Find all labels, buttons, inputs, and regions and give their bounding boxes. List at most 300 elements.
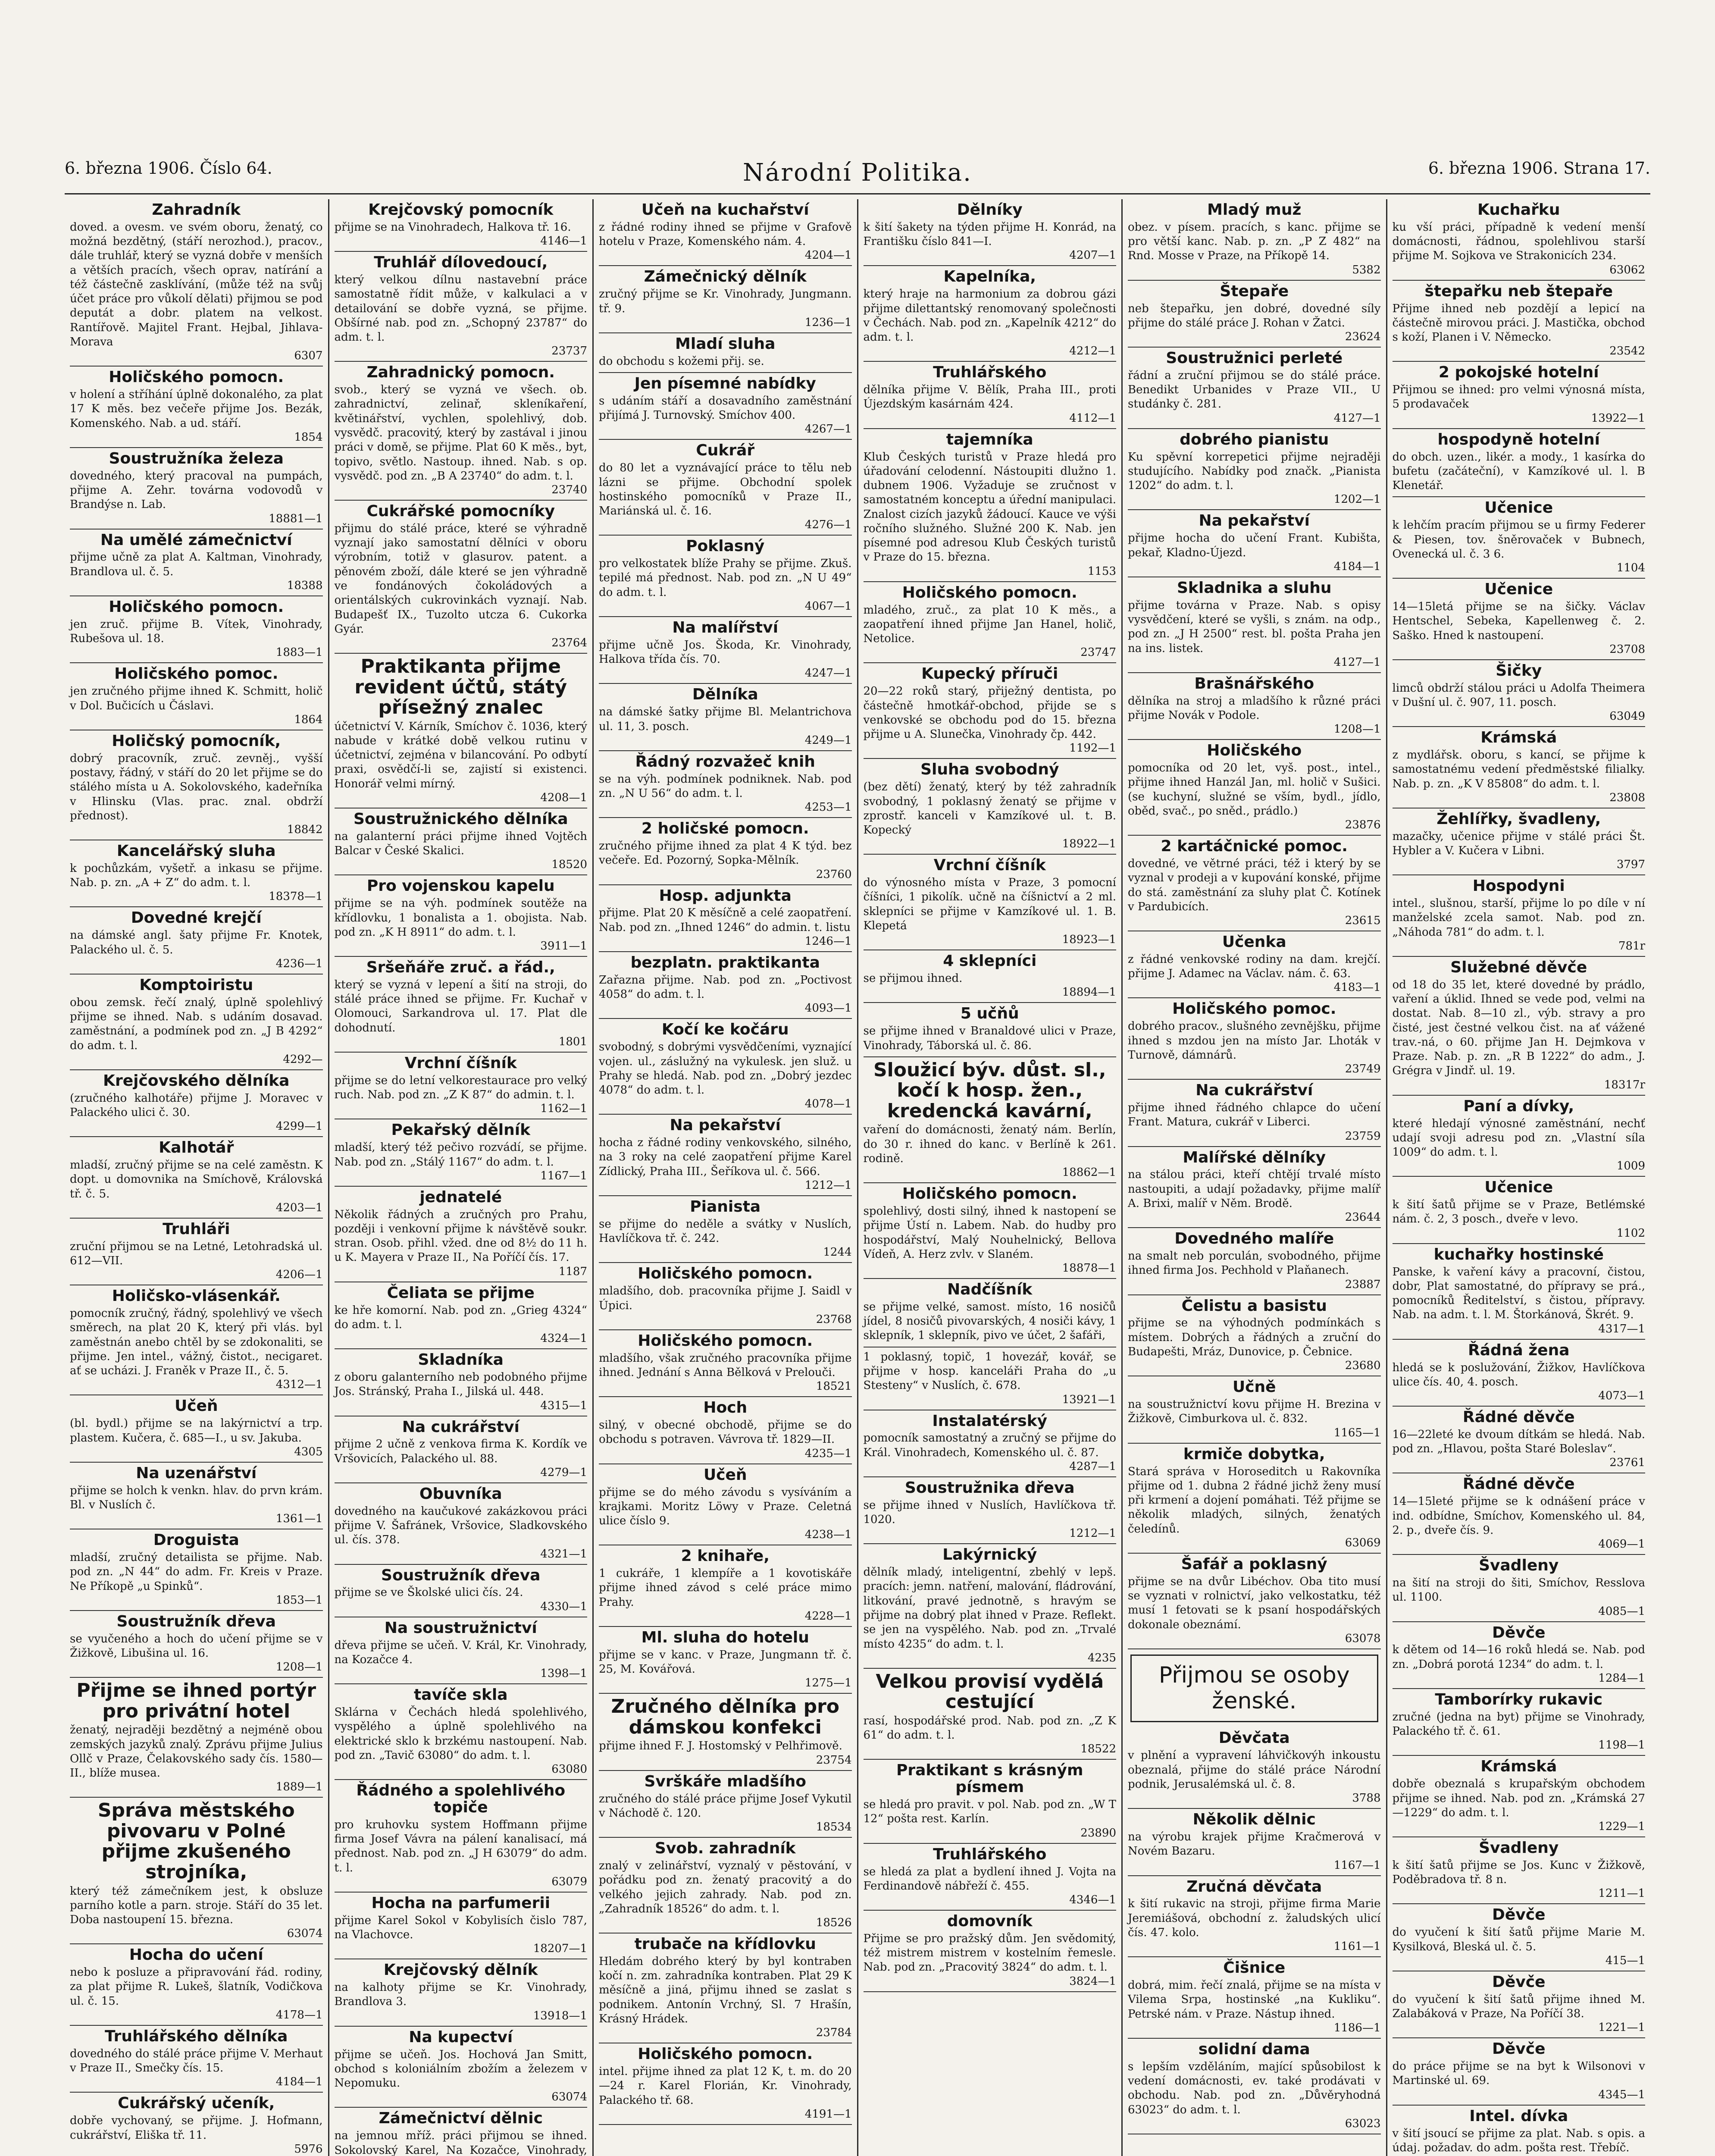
ad-title: Děvčata	[1218, 1729, 1290, 1747]
ad-reference-number: 1244	[823, 1246, 852, 1259]
ad-title: Praktikant s krásným písmem	[896, 1761, 1083, 1796]
classified-ad	[1393, 1622, 1646, 1689]
ad-text: se přijme do neděle a svátky v Nuslích, Havlíčkova tř. č. 242.	[599, 1217, 852, 1245]
ad-text: vaření do domácnosti, ženatý nám. Berlín, do 30 r. ihned do kanc. v Berlíně k 261. rodině.	[863, 1123, 1116, 1165]
ad-reference-number: 1162—1	[540, 1102, 587, 1116]
ad-text: přijme se učeň. Jos. Hochová Jan Smitt, obchod s koloniálním zbožím a železem v Nepomuku.	[334, 2048, 587, 2090]
classified-ad	[1128, 510, 1381, 577]
ad-title: Dovedné krejčí	[131, 909, 262, 927]
ad-title: kuchařky hostinské	[1433, 1245, 1604, 1263]
ad-text: pomocník samostatný a zručný se přijme do Král. Vinohradech, Komenského ul. č. 87.	[863, 1432, 1116, 1459]
classified-ad	[1128, 429, 1381, 511]
page-date: 6. března 1906. Strana 17.	[1428, 159, 1650, 178]
ad-text: k dětem od 14—16 roků hledá se. Nab. pod zn. „Dobrá porotá 1234“ do adm. t. l.	[1392, 1643, 1645, 1671]
ad-reference-number: 1208—1	[1333, 723, 1381, 736]
classified-ad	[335, 1416, 588, 1483]
ad-text: se přijme velké, samost. místo, 16 nosičů jídel, 8 nosičů pivovarských, 4 nosiči kávy, 1 sklepník, 1 sklepník, pivo ve účet, 2 šafáři,	[863, 1300, 1116, 1342]
classified-ad	[1393, 579, 1646, 660]
ad-title: Děvče	[1492, 1623, 1546, 1642]
ad-reference-number: 1275—1	[804, 1677, 852, 1690]
classified-ad	[1128, 1876, 1381, 1958]
classified-ad	[864, 1279, 1117, 1348]
ad-title: Soustružník dřeva	[116, 1612, 276, 1630]
ad-title: Krejčovského dělníka	[103, 1072, 290, 1090]
ad-text: mladšího, však zručného pracovníka přijme ihned. Jednání s Anna Bělková v Prelouči.	[599, 1351, 852, 1379]
ad-text: jen zručného přijme ihned K. Schmitt, holič v Dol. Bučicích u Čáslavi.	[70, 685, 323, 712]
classified-ad	[599, 199, 852, 266]
ad-reference-number: 4235	[1087, 1651, 1116, 1664]
ad-reference-number: 4112—1	[1069, 411, 1116, 425]
classified-ad	[1393, 1904, 1646, 1971]
classified-ad	[599, 1694, 852, 1771]
ad-text: z mydlářsk. oboru, s kancí, se přijme k samostatnému vedení předměstské filialky. Nab. p. zn. „K V 85808“ do adm. t. l.	[1392, 749, 1645, 790]
ad-text: v holení a stříhání úplně dokonalého, za plat 17 K měs. bez večeře přijme Jos. Bezák, Komenského. Nab. a ud. stáří.	[70, 388, 323, 430]
classified-ad	[335, 1893, 588, 1959]
ad-title: Mladý muž	[1207, 201, 1302, 219]
ad-reference-number: 1186—1	[1333, 2021, 1381, 2034]
classified-ad	[599, 1464, 852, 1546]
ad-text: ke hře komorní. Nab. pod zn. „Grieg 4324“ do adm. t. l.	[334, 1304, 587, 1331]
ad-title: 4 sklepníci	[943, 952, 1037, 970]
classified-ad	[1393, 875, 1646, 957]
ad-reference-number: 4078—1	[804, 1097, 852, 1111]
ad-text: 1 cukráře, 1 klempíře a 1 kovotiskáře přijme ihned závod s celé práce mimo Prahy.	[599, 1567, 852, 1609]
ad-title: Švadleny	[1479, 1839, 1559, 1857]
classified-ad	[1393, 497, 1646, 579]
ad-reference-number: 4085—1	[1598, 1604, 1645, 1618]
ad-title: Zručného dělníka pro dámskou konfekci	[611, 1695, 840, 1738]
classified-ad	[70, 2093, 323, 2156]
ad-reference-number: 4191—1	[804, 2107, 852, 2121]
ad-text: přijmu do stálé práce, které se výhradně vyznají jako samostatní dělníci v oboru výrobním, totiž v glasurov. patent. a pěnovém zboží, dále které se jen výhradně ve fondánových čokoládových a orientálských cukrovinkách vyznají. Nab. Budapešť IX., Tuzolto utcza 6. Cukorka Gyár.	[334, 522, 587, 636]
classified-ad	[599, 1330, 852, 1397]
classified-ad	[1393, 727, 1646, 808]
ad-reference-number: 4183—1	[1333, 981, 1381, 994]
classified-ad	[1128, 1554, 1381, 1649]
classified-ad	[1128, 740, 1381, 836]
ad-reference-number: 18862—1	[1062, 1166, 1116, 1179]
ad-title: 5 učňů	[960, 1005, 1019, 1023]
ad-text: do výnosného místa v Praze, 3 pomocní číšníci, 1 pikolík. učně na číšnictví a 2 ml. sklepníci se přijme v Kamzíkové ul. 1. B. Klepetá	[863, 876, 1116, 932]
ad-text: silný, v obecné obchodě, přijme se do obchodu s potraven. Vávrova tř. 1829—II.	[599, 1419, 852, 1446]
ad-reference-number: 4345—1	[1598, 2088, 1645, 2101]
ad-reference-number: 23784	[816, 2026, 852, 2040]
ad-text: se přijme ihned v Branaldové ulici v Praze, Vinohrady, Táborská ul. č. 86.	[863, 1025, 1116, 1052]
classified-ad	[864, 1003, 1117, 1057]
ad-title: Hospodyni	[1472, 877, 1565, 895]
page-header	[65, 159, 1650, 193]
classified-ad	[1393, 1407, 1646, 1473]
ad-text: přijme se ve Školské ulici čís. 24.	[334, 1586, 523, 1599]
classified-ad	[335, 501, 588, 654]
ad-title: Zahradnický pomocn.	[366, 364, 555, 382]
ad-reference-number: 63069	[1345, 1536, 1381, 1549]
classified-ad	[599, 2043, 852, 2125]
ad-reference-number: 18522	[1080, 1742, 1116, 1756]
ad-text: Panske, k vaření kávy a pracovní, čistou, dobr, Plat samostatné, do přípravy se prá., pomocníků Ředitelství, s čistou, přípravy. Nab. na adm. t. l. M. Štorkánová, Škrét. 9.	[1392, 1265, 1645, 1322]
ad-title: Brašnářského	[1194, 674, 1314, 693]
ad-text: nebo k posluze a připravování řád. rodiny, za plat přijme R. Lukeš, šlatník, Vodičkova ul. č. 15.	[70, 1966, 323, 2008]
ad-reference-number: 1009	[1616, 1159, 1645, 1173]
ad-title: Štepaře	[1220, 282, 1289, 300]
ad-title: Krejčovský dělník	[383, 1961, 538, 1979]
ad-title: Švadleny	[1479, 1557, 1559, 1575]
ad-reference-number: 1202—1	[1333, 493, 1381, 506]
ad-text: řádní a zruční přijmou se do stálé práce. Benedikt Urbanides v Praze VII., U studánky č. 281.	[1128, 369, 1381, 411]
ad-title: hospodyně hotelní	[1437, 430, 1600, 448]
ad-reference-number: 4184—1	[1333, 560, 1381, 573]
ad-text: na kalhoty přijme se Kr. Vinohrady, Brandlova 3.	[334, 1981, 587, 2009]
ad-title: Holičského pomocn.	[109, 598, 284, 616]
ad-text: neb štepařku, jen dobré, dovedné síly přijme do stálé práce J. Rohan v Žatci.	[1128, 302, 1381, 329]
ad-text: dobrého pracov., slušného zevnějšku, přijme ihned s mzdou jen na místo Jar. Lhoták v Turnově, dámnárů.	[1128, 1020, 1381, 1062]
ad-title: Děvče	[1492, 1973, 1546, 1991]
ad-reference-number: 4317—1	[1598, 1322, 1645, 1335]
ad-title: Tamborírky rukavic	[1435, 1690, 1603, 1708]
ad-text: k šití šatů přijme se v Praze, Betlémské nám. č. 2, 3 posch., dveře v levo.	[1392, 1198, 1645, 1226]
ad-title: krmiče dobytka,	[1183, 1445, 1325, 1463]
ad-reference-number: 1187	[558, 1265, 587, 1278]
ad-text: Hledám dobrého který by byl kontraben kočí n. zm. zahradníka kontraben. Plat 29 K měsíčně a jiná, přijmu ihned se zaslat s podnikem. Antonín Vrchný, Sl. 7 Hrašín, Krásný Hrádek.	[599, 1955, 852, 2025]
ad-text: hledá se k poslužování, Žižkov, Havlíčkova ulice čís. 40, 4. posch.	[1392, 1361, 1645, 1388]
ad-reference-number: 23740	[551, 483, 587, 497]
ad-title: Ml. sluha do hotelu	[641, 1628, 809, 1646]
ad-reference-number: 13918—1	[533, 2009, 587, 2022]
ad-title: Soustružnika dřeva	[904, 1479, 1075, 1497]
classified-ad	[1128, 1295, 1381, 1377]
ad-text: dobrá, mim. řečí znalá, přijme se na místa v Vilema Srpa, hostinské „na Kukliku“. Petrské nám. v Praze. Nástup ihned.	[1128, 1979, 1381, 2021]
ad-reference-number: 4267—1	[804, 423, 852, 436]
classified-ad	[70, 1529, 323, 1611]
ad-reference-number: 4067—1	[804, 599, 852, 613]
classified-ad	[864, 429, 1117, 582]
ad-title: Kupecký příruči	[921, 665, 1058, 683]
ad-text: (bl. bydl.) přijme se na lakýrnictví a trp. plastem. Kučera, č. 685—I., u sv. Jakuba.	[70, 1417, 323, 1445]
ad-reference-number: 1284—1	[1598, 1671, 1645, 1685]
ad-text: zručné (jedna na byt) přijme se Vinohrady, Palackého tř. č. 61.	[1392, 1710, 1645, 1738]
ad-text: který velkou dílnu nastavební práce samostatně řídit může, v kalkulaci a v detailování se dobře vyzná, se přijme. Obšírné nab. pod zn. „Schopný 23787“ do adm. t. l.	[334, 273, 587, 344]
ad-reference-number: 1192—1	[1069, 742, 1116, 755]
ad-title: Šičky	[1496, 661, 1542, 680]
ad-reference-number: 23644	[1345, 1211, 1381, 1224]
ad-title: Sršeňáře zruč. a řád.,	[366, 959, 555, 977]
classified-ad	[335, 808, 588, 875]
ad-reference-number: 23760	[816, 868, 852, 881]
column-5	[1123, 199, 1387, 2156]
ad-text: přijme se na Vinohradech, Halkova tř. 16.	[334, 220, 571, 234]
ad-text: Přijme ihned neb pozdějí a lepicí na částečně mirovou práci. J. Mastička, obchod s koží, Planen i V. Německo.	[1392, 302, 1645, 344]
classified-ad	[70, 1798, 323, 1944]
ad-text: do obchodu s kožemi přij. se.	[599, 354, 764, 368]
header-rule	[65, 193, 1650, 194]
ad-reference-number: 23542	[1609, 345, 1645, 358]
ad-title: Na kupectví	[409, 2028, 513, 2046]
ad-text: mladší, který též pečivo rozvádí, se přijme. Nab. pod zn. „Stálý 1167“ do adm. t. l.	[334, 1141, 587, 1169]
classified-ad	[599, 1934, 852, 2043]
ad-reference-number: 4312—1	[275, 1378, 323, 1391]
ad-reference-number: 781r	[1618, 939, 1645, 953]
ad-title: Řádné děvče	[1462, 1408, 1575, 1426]
ad-text: k šití rukavic na stroji, přijme firma Marie Jeremiášová, obchodní z. žaludských ulicí čís. 47. kolo.	[1128, 1897, 1381, 1939]
ad-text: na jemnou mříž. práci přijmou se ihned. Sokolovský Karel, Na Kozačce, Vinohrady,	[334, 2129, 587, 2156]
ad-text: přijme hocha do učení Frant. Kubišta, pekař, Kladno-Újezd.	[1128, 532, 1381, 559]
ad-text: dovedného, který pracoval na pumpách, přijme A. Zehr. továrna vodovodů v Brandýse n. Lab.	[70, 469, 323, 511]
classified-ad	[1128, 1147, 1381, 1228]
classified-ad	[70, 1219, 323, 1285]
ad-title: Praktikanta přijme revident účtů, státý přísežný znalec	[354, 655, 567, 719]
ad-text: dřeva přijme se učeň. V. Král, Kr. Vinohrady, na Kozačce 4.	[334, 1639, 587, 1666]
classified-ad	[599, 266, 852, 333]
ad-reference-number: 23759	[1345, 1129, 1381, 1143]
ad-title: bezplatn. praktikanta	[630, 954, 820, 971]
ad-title: Čišnice	[1223, 1959, 1286, 1977]
ad-title: Hosp. adjunkta	[659, 887, 792, 905]
classified-ad	[70, 596, 323, 663]
ad-text: dělníka na stroj a mladšího k různé práci přijme Novák v Podole.	[1128, 694, 1381, 722]
ad-title: Jen písemné nabídky	[634, 374, 816, 392]
ad-text: (bez dětí) ženatý, který by též zahradník svobodný, 1 poklasný ženatý se přijme v zprostř. kanceli v Kamzíkové ul. t. B. Kopecký	[863, 780, 1116, 837]
classified-ad	[599, 1019, 852, 1115]
ad-reference-number: 1246—1	[804, 935, 852, 948]
ad-text: dovedného do stálé práce přijme V. Merhaut v Praze II., Smečky čís. 15.	[70, 2047, 323, 2075]
ad-text: jen zruč. přijme B. Vítek, Vinohrady, Rubešova ul. 18.	[70, 617, 323, 646]
classified-ad	[599, 1263, 852, 1330]
ad-reference-number: 18881—1	[269, 512, 323, 525]
ad-reference-number: 1208—1	[275, 1661, 323, 1674]
ad-text: doved. a ovesm. ve svém oboru, ženatý, co možná bezdětný, (stáří nerozhod.), pracov., dále truhlář, který se vyzná dobře v menších a větších pracích, všech oprav, natírání a též částečně zasklívání, (může též na svůj účet práce pro vůkolí dělati) přijmou se pod deputát a dobr. platem na velkost. Rantířově. Majitel Frant. Hejbal, Jihlava-Morava	[70, 220, 323, 348]
classified-ad	[70, 1611, 323, 1678]
ad-title: Zahradník	[152, 201, 241, 219]
ad-reference-number: 18388	[287, 579, 323, 592]
ad-title: Na pekařství	[670, 1116, 781, 1134]
ad-title: Učenice	[1484, 1178, 1553, 1197]
classified-ad	[599, 373, 852, 440]
ad-title: Hocha na parfumerii	[371, 1894, 551, 1912]
ad-reference-number: 1801	[558, 1035, 587, 1048]
ad-text: v plnění a vypravení láhvičkovýh inkoustu obeznalá, přijme do stálé práce Národní podnik, Jerusalémská ul. č. 8.	[1128, 1749, 1381, 1791]
classified-ad	[335, 1780, 588, 1893]
ad-reference-number: 18526	[816, 1916, 852, 1930]
ad-reference-number: 4315—1	[540, 1399, 587, 1412]
ad-title: tavíče skla	[413, 1686, 508, 1704]
ad-reference-number: 4184—1	[275, 2075, 323, 2089]
ad-title: Děvče	[1492, 2040, 1546, 2058]
ad-reference-number: 1165—1	[1333, 1426, 1381, 1439]
classified-ad	[864, 1544, 1117, 1668]
classified-ad	[70, 730, 323, 840]
ad-reference-number: 18378—1	[269, 890, 323, 903]
ad-title: Učně	[1232, 1378, 1276, 1396]
ad-text: přijme se holch k venkn. hlav. do prvn krám. Bl. v Nuslích č.	[70, 1484, 323, 1512]
classified-ad	[864, 199, 1117, 266]
classified-ad	[864, 759, 1117, 855]
ad-reference-number: 3824—1	[1069, 1974, 1116, 1988]
ad-title: Učenice	[1484, 580, 1553, 599]
ad-reference-number: 18842	[287, 823, 323, 837]
ad-reference-number: 23624	[1345, 330, 1381, 344]
ad-reference-number: 4069—1	[1598, 1538, 1645, 1551]
ad-text: z řádné rodiny ihned se přijme v Grafově hotelu v Praze, Komenského nám. 4.	[599, 220, 852, 248]
classified-ad	[335, 199, 588, 252]
ad-reference-number: 4287—1	[1069, 1460, 1116, 1473]
ad-text: dobře obeznalá s krupařským obchodem přijme se ihned. Nab. pod zn. „Krámská 27—1229“ do adm. t. l.	[1392, 1777, 1645, 1819]
ad-text: od 18 do 35 let, které dovedné by prádlo, vaření a úklid. Ihned se vede pod, velmi na dostat. Nab. 8—10 zl., výb. stravy a pro čisté, jest čestné velkou čist. na ať vážené trav.-ná, o 60. přijme Jan H. Dejmkova v Praze. Nab. p. zn. „R B 1222“ do adm., J. Grégra v Jindř. ul. 19.	[1392, 978, 1645, 1078]
classified-ad	[70, 2026, 323, 2093]
ad-text: dělníka přijme V. Bělík, Praha III., proti Újezdským kasárnám 424.	[863, 383, 1116, 411]
ad-reference-number: 4146—1	[540, 235, 587, 248]
ad-title: Zámečnictví dělnic	[379, 2109, 543, 2128]
ad-title: Holičského pomoc.	[1172, 1000, 1336, 1018]
ad-title: trubače na křídlovku	[634, 1935, 816, 1953]
ad-reference-number: 23754	[816, 1753, 852, 1767]
ad-title: Kapelníka,	[943, 268, 1036, 286]
ad-reference-number: 1883—1	[275, 646, 323, 659]
ad-title: Holičského pomocn.	[902, 583, 1077, 602]
ad-reference-number: 4324—1	[540, 1332, 587, 1345]
ad-title: Učeň na kuchařství	[641, 201, 809, 219]
ad-title: Pekařský dělník	[391, 1121, 531, 1139]
ad-reference-number: 4249—1	[804, 733, 852, 747]
ad-text: ku vší práci, případně k vedení menší domácnosti, řádnou, spolehlivou starší přijme M. Sojkova ve Strakonicích 234.	[1392, 220, 1645, 263]
ad-text: z oboru galanterního neb podobného přijme Jos. Stránský, Praha I., Jilská ul. 448.	[334, 1371, 587, 1398]
classified-ad	[70, 975, 323, 1070]
classified-ad	[335, 1053, 588, 1119]
ad-reference-number: 4346—1	[1069, 1893, 1116, 1907]
ad-reference-number: 1854	[294, 430, 323, 444]
ad-reference-number: 1153	[1087, 564, 1116, 578]
ad-reference-number: 4212—1	[1069, 345, 1116, 358]
classified-ad	[70, 530, 323, 596]
ad-title: Služebné děvče	[1450, 958, 1587, 976]
ad-text: mladšího, dob. pracovníka přijme J. Saidl v Úpici.	[599, 1285, 852, 1312]
ad-text: 16—22leté ke dvoum dítkám se hledá. Nab. pod zn. „Hlavou, pošta Staré Boleslav“.	[1392, 1428, 1645, 1456]
ad-text: Sklárna v Čechách hledá spolehlivého, vyspělého a úplně spolehlivého na elektrické sklo k brzkému nastoupení. Nab. pod zn. „Tavič 63080“ do adm. t. l.	[334, 1706, 587, 1762]
classified-ad	[1128, 931, 1381, 998]
ad-title: Na cukrářství	[1195, 1081, 1313, 1100]
ad-text: přijme továrna v Praze. Nab. s opisy vysvědčení, které se vyšli, s znám. na odp., pod zn. „J H 2500“ rest. bl. pošta Praha jen na ins. listek.	[1128, 599, 1381, 655]
ad-title: Dovedného malíře	[1174, 1230, 1334, 1248]
ad-text: 20—22 roků starý, přiježný dentista, po částečně hmotkář-obchod, přijde se s venkovské se obchodu pod do 15. března přijme u A. Slunečka, Vinohrady čp. 442.	[863, 685, 1116, 741]
ad-text: zruční přijmou se na Letné, Letohradská ul. 612—VII.	[70, 1240, 323, 1267]
ad-text: na šití na stroji do šiti, Smíchov, Resslova ul. 1100.	[1392, 1576, 1645, 1604]
classified-ad	[864, 1669, 1117, 1760]
ad-title: Skladníka	[418, 1351, 504, 1369]
ad-text: přijme se na výh. podmínek soutěže na křídlovku, 1 bonalista a 1. obojista. Nab. pod zn. „K H 8911“ do adm. t. l.	[334, 897, 587, 939]
ad-title: Truhlářského	[933, 364, 1047, 382]
ad-reference-number: 415—1	[1605, 1954, 1645, 1967]
ad-title: Intel. dívka	[1469, 2107, 1568, 2125]
ad-title: Svrškáře mladšího	[644, 1772, 807, 1790]
column-6	[1387, 199, 1651, 2156]
classified-ad	[1128, 2039, 1381, 2134]
ad-title: Cukrářský učeník,	[118, 2094, 275, 2112]
ad-title: Na malířství	[672, 618, 779, 636]
ad-text: z řádné venkovské rodiny na dam. krejčí. přijme J. Adamec na Václav. nám. č. 63.	[1128, 953, 1381, 981]
ad-reference-number: 1229—1	[1598, 1820, 1645, 1833]
ad-text: mladého, zruč., za plat 10 K měs., a zaopatření ihned přijme Jan Hanel, holič, Netolice.	[863, 603, 1116, 646]
ad-text: účetnictví V. Kárník, Smíchov č. 1036, který nabude v krátké době velkou rutinu v účetnictví, zejména v bilancování. Po odbytí praxi, osvědčí-li se, zajistí si existenci. Honorář velmi mírný.	[334, 720, 587, 790]
ad-text: obou zemsk. řečí znalý, úplně spolehlivý přijme se ihned. Nab. s udáním dosavad. zaměstnání, a podmínek pod zn. „J B 4292“ do adm. t. l.	[70, 996, 323, 1052]
ad-title: Řádné děvče	[1462, 1475, 1575, 1493]
ad-title: Řádný rozvažeč knih	[635, 752, 815, 771]
ad-reference-number: 4073—1	[1598, 1389, 1645, 1403]
ad-title: štepařku neb štepaře	[1424, 282, 1613, 300]
ad-text: mazačky, učenice přijme v stálé práci Št. Hybler a V. Kučera v Libni.	[1392, 830, 1645, 857]
classified-ad	[1393, 1689, 1646, 1756]
ad-text: Stará správa v Horoseditch u Rakovníka přijme od 1. dubna 2 řádné jichž ženy musí při krmení a dojení pomáhati. Též přijme se několik mladých, silných, ženatých čeledínů.	[1128, 1465, 1381, 1536]
ad-text: Zařazna přijme. Nab. pod zn. „Poctivost 4058“ do adm. t. l.	[599, 973, 852, 1001]
classified-ad	[864, 266, 1117, 362]
ad-title: Poklasný	[686, 537, 765, 555]
ad-text: které hledají výnosné zaměstnání, nechť udají svoji adresu pod zn. „Vlastní síla 1009“ do adm. t. l.	[1392, 1117, 1645, 1159]
ad-text: mladší, zručný přijme se na celé zaměstn. K dopt. u domovnika na Smíchově, Královská tř. č. 5.	[70, 1159, 323, 1200]
ad-title: Holičského	[1207, 742, 1302, 760]
classified-ad	[864, 1410, 1117, 1477]
ad-title: Malířské dělníky	[1183, 1148, 1326, 1166]
classified-ad	[599, 1838, 852, 1934]
ad-reference-number: 63023	[1345, 2117, 1381, 2130]
classified-ad	[864, 1183, 1117, 1279]
ad-text: znalý v zelinářství, vyznalý v pěstování, v pořádku pod zn. ženatý pracovitý a do velkého jejich zahrady. Nab. pod zn. „Zahradník 18526“ do adm. t. l.	[599, 1859, 852, 1915]
ad-title: Řádného a spolehlivého topiče	[356, 1782, 566, 1816]
ad-title: Holičského pomoc.	[114, 665, 279, 683]
ad-reference-number: 18922—1	[1062, 837, 1116, 851]
ad-text: Několik řádných a zručných pro Prahu, později i venkovní přijme k návštěvě soukr. stran. Osob. přihl. vžed. dne od 8½ do 11 h. u K. Mayera v Praze II., Na Poříčí čís. 17.	[334, 1208, 587, 1264]
ad-title: Učenice	[1484, 499, 1553, 517]
ad-title: Soustružnického dělníka	[353, 810, 568, 828]
ad-text: dobře vychovaný, se přijme. J. Hofmann, cukrářství, Eliška tř. 11.	[70, 2114, 323, 2142]
ad-reference-number: 1221—1	[1598, 2021, 1645, 2034]
ad-reference-number: 1864	[294, 713, 323, 726]
ad-reference-number: 63079	[551, 1875, 587, 1888]
ad-title: Sluha svobodný	[920, 761, 1059, 779]
ad-title: Komptoiristu	[139, 976, 253, 994]
ad-reference-number: 1167—1	[540, 1169, 587, 1182]
ad-title: Holičského pomocn.	[109, 368, 284, 386]
ad-title: jednatelé	[419, 1188, 502, 1206]
ad-text: přijme se na dvůr Libéchov. Oba tito musí se vyznati v rolnictví, jako velkostatku, též musí 1 fetovati se k psaní hospodářských dokonale obeznámí.	[1128, 1575, 1381, 1631]
ad-title: Šafář a poklasný	[1181, 1555, 1327, 1573]
classified-ad	[335, 1187, 588, 1282]
ad-title: Zručná děvčata	[1186, 1877, 1322, 1896]
ad-reference-number: 13921—1	[1062, 1393, 1116, 1406]
ad-reference-number: 5976	[294, 2142, 323, 2156]
ad-reference-number: 4228—1	[804, 1609, 852, 1623]
ad-title: Mladí sluha	[675, 335, 776, 353]
ad-reference-number: 18894—1	[1062, 986, 1116, 999]
ad-reference-number: 13922—1	[1591, 411, 1645, 425]
classified-ad	[599, 440, 852, 536]
ad-title: Kočí ke kočáru	[661, 1021, 789, 1039]
ad-reference-number: 1361—1	[275, 1512, 323, 1526]
ad-title: Holičský pomocník,	[112, 732, 281, 750]
ad-text: se vyučeného a hoch do učení přijme se v Žižkově, Libušina ul. 16.	[70, 1632, 323, 1660]
issue-date: 6. března 1906. Číslo 64.	[65, 159, 272, 178]
ad-text: do práce přijme se na byt k Wilsonovi v Martinské ul. 69.	[1392, 2060, 1645, 2087]
classified-ad	[599, 1115, 852, 1196]
ad-title: Krejčovský pomocník	[368, 201, 554, 219]
ad-reference-number: 4247—1	[804, 667, 852, 680]
ad-text: 14—15leté přijme se k odnášení práce v ind. odbídne, Smíchov, Komenského ul. 84, 2. p., dveře čís. 9.	[1392, 1495, 1645, 1537]
classified-ad	[335, 2108, 588, 2156]
ad-title: Hoch	[703, 1399, 748, 1417]
ad-reference-number: 63062	[1609, 263, 1645, 276]
ad-text: intel. přijme ihned za plat 12 K, t. m. do 20—24 r. Karel Florián, Kr. Vinohrady, Palackého tř. 68.	[599, 2065, 852, 2107]
ad-title: Zámečnický dělník	[644, 268, 807, 286]
classified-ad	[70, 448, 323, 530]
classified-ad	[335, 1483, 588, 1565]
ad-title: Holičského pomocn.	[902, 1185, 1077, 1203]
